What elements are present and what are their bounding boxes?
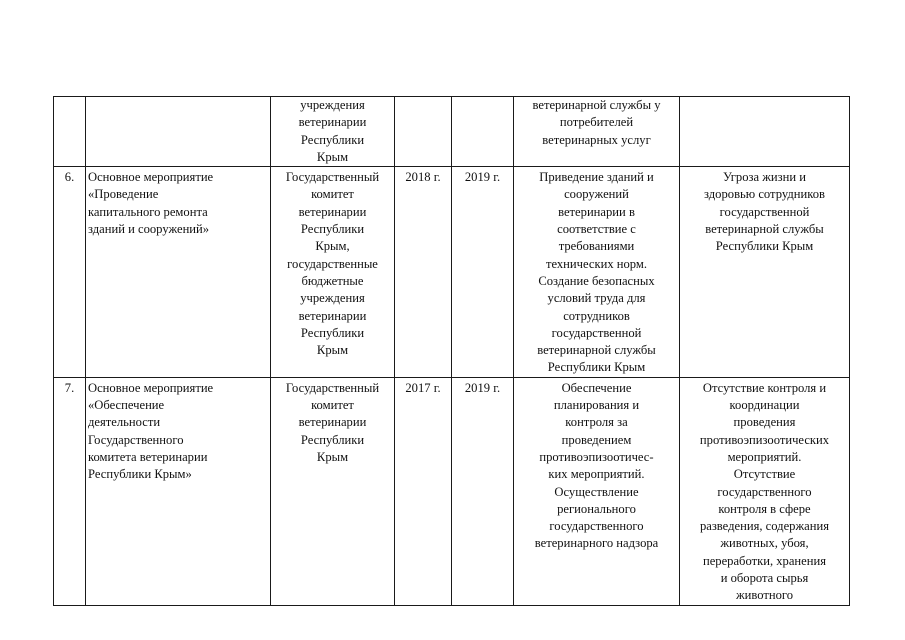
- row-number-cell: 6.: [54, 167, 86, 378]
- executor-cell: Государственный комитет ветеринарии Республики Крым: [271, 377, 395, 605]
- start-year-cell: [395, 97, 452, 167]
- row-number-cell: [54, 97, 86, 167]
- executor-cell: Государственный комитет ветеринарии Республики Крым, государственные бюджетные учреждения ветеринарии Республики Крым: [271, 167, 395, 378]
- activity-name-cell: Основное мероприятие «Проведение капитального ремонта зданий и сооружений»: [86, 167, 271, 378]
- consequence-cell: Отсутствие контроля и координации проведения противоэпизоотических мероприятий. Отсутствие государственного контроля в сфере разведения, содержания животных, убоя, переработки, хранения и оборота сырья животного: [680, 377, 850, 605]
- consequence-cell: Угроза жизни и здоровью сотрудников государственной ветеринарной службы Республики Крым: [680, 167, 850, 378]
- expected-result-cell: Приведение зданий и сооружений ветеринарии в соответствие с требованиями технических норм. Создание безопасных условий труда для сотрудников государственной ветеринарной службы Республики Крым: [514, 167, 680, 378]
- consequence-cell: [680, 97, 850, 167]
- end-year-cell: 2019 г.: [452, 167, 514, 378]
- table-row: [54, 167, 850, 378]
- activity-name-cell: [86, 97, 271, 167]
- expected-result-cell: Обеспечение планирования и контроля за проведением противоэпизоотичес- ких мероприятий. Осуществление регионального государственного ветеринарного надзора: [514, 377, 680, 605]
- activity-name-cell: Основное мероприятие «Обеспечение деятельности Государственного комитета ветеринарии Республики Крым»: [86, 377, 271, 605]
- program-activities-table: [53, 96, 850, 606]
- table-row: [54, 377, 850, 605]
- start-year-cell: 2018 г.: [395, 167, 452, 378]
- end-year-cell: 2019 г.: [452, 377, 514, 605]
- start-year-cell: 2017 г.: [395, 377, 452, 605]
- row-number-cell: 7.: [54, 377, 86, 605]
- executor-cell: учреждения ветеринарии Республики Крым: [271, 97, 395, 167]
- table-row: [54, 97, 850, 167]
- end-year-cell: [452, 97, 514, 167]
- expected-result-cell: ветеринарной службы у потребителей ветеринарных услуг: [514, 97, 680, 167]
